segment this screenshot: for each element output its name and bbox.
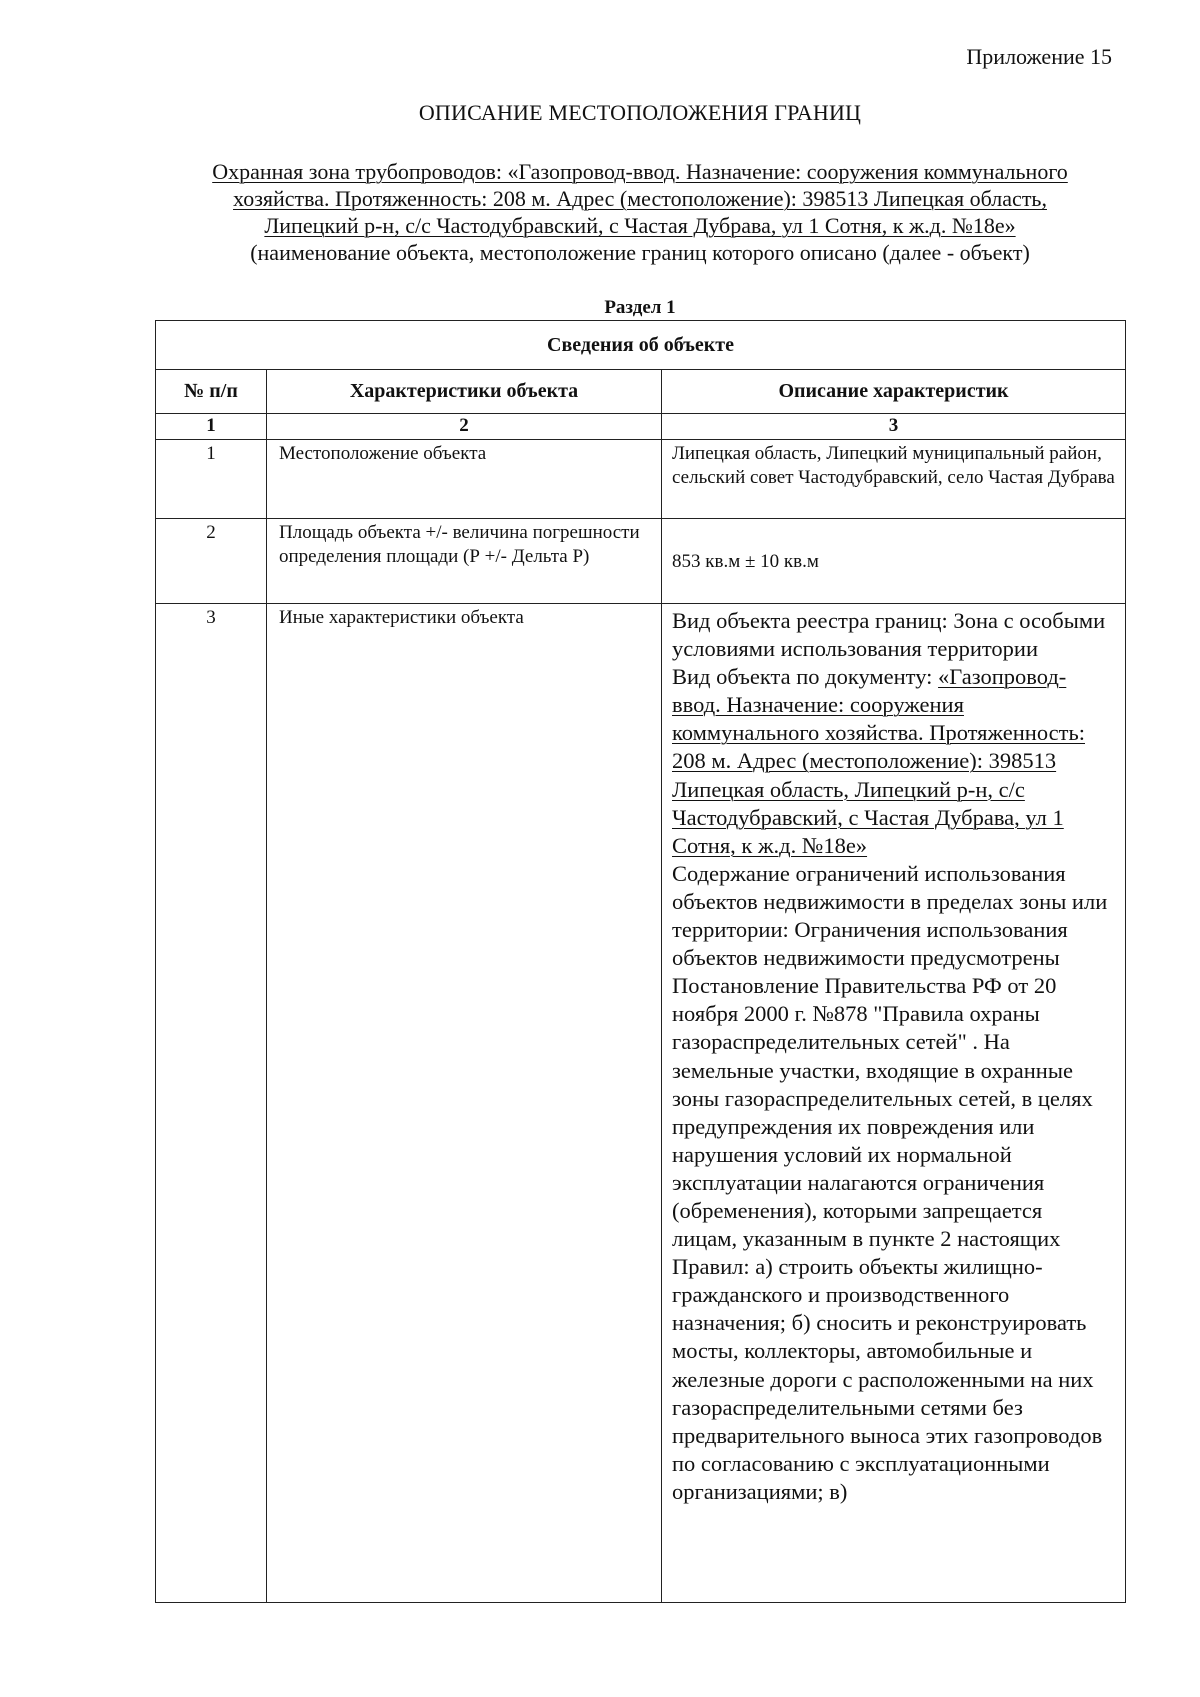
appendix-label: Приложение 15 [966, 44, 1112, 69]
column-number-3: 3 [662, 414, 1126, 440]
object-name-line-3: Липецкий р-н, с/с Частодубравский, с Частая Дубрава, ул 1 Сотня, к ж.д. №18е» [264, 213, 1016, 238]
row-number: 1 [156, 440, 267, 519]
row-number: 2 [156, 519, 267, 604]
object-name-line-2: хозяйства. Протяженность: 208 м. Адрес (местоположение): 398513 Липецкая область, [233, 186, 1047, 211]
object-name-line-1: Охранная зона трубопроводов: «Газопровод-ввод. Назначение: сооружения коммунального [212, 159, 1068, 184]
section-label: Раздел 1 [604, 297, 676, 318]
row-number: 3 [156, 604, 267, 1603]
registry-object-type-text: Вид объекта реестра границ: Зона с особыми условиями использования территории [672, 608, 1106, 662]
row-description: Липецкая область, Липецкий муниципальный район, сельский совет Частодубравский, село Частая Дубрава [662, 440, 1126, 519]
object-name-caption: (наименование объекта, местоположение границ которого описано (далее - объект) [250, 240, 1030, 265]
table-row [156, 604, 1126, 1603]
column-header-characteristic: Характеристики объекта [267, 370, 662, 414]
restrictions-text: Содержание ограничений использования объектов недвижимости в пределах зоны или территории: Ограничения использования объектов недвижимости предусмотрены Постановление Правительства РФ от 20 ноября 2000 г. №878 "Правила охраны газораспределительных сетей" . На земельные участки, входящие в охранные зоны газораспределительных сетей, в целях предупреждения их повреждения или нарушения условий их нормальной эксплуатации налагаются ограничения (обременения), которыми запрещается лицам, указанным в пункте 2 настоящих Правил: а) строить объекты жилищно-гражданского и производственного назначения; б) сносить и реконструировать мосты, коллекторы, автомобильные и железные дороги с расположенными на них газораспределительными сетями без предварительного выноса этих газопроводов по согласованию с эксплуатационными организациями; в) [672, 860, 1108, 1504]
document-title: ОПИСАНИЕ МЕСТОПОЛОЖЕНИЯ ГРАНИЦ [418, 100, 862, 125]
document-object-type-prefix: Вид объекта по документу: [672, 664, 939, 690]
row-characteristic: Иные характеристики объекта [267, 604, 662, 1603]
row-description [662, 604, 1126, 1603]
column-header-description: Описание характеристик [662, 370, 1126, 414]
document-object-type-name: «Газопровод-ввод. Назначение: сооружения коммунального хозяйства. Протяженность: 208 м. Адрес (местоположение): 398513 Липецкая область, Липецкий р-н, с/с Частодубравский, с Частая Дубрава, ул 1 Сотня, к ж.д. №18е» [672, 664, 1085, 858]
table-row [156, 440, 1126, 519]
column-number-row [156, 414, 1126, 440]
object-info-table [155, 320, 1126, 1603]
column-number-2: 2 [267, 414, 662, 440]
column-number-1: 1 [156, 414, 267, 440]
table-row [156, 519, 1126, 604]
row-characteristic: Местоположение объекта [267, 440, 662, 519]
row-characteristic: Площадь объекта +/- величина погрешности определения площади (Р +/- Дельта Р) [267, 519, 662, 604]
object-name-block [120, 158, 1160, 266]
column-header-number: № п/п [156, 370, 267, 414]
table-caption: Сведения об объекте [156, 321, 1126, 370]
row-description: 853 кв.м ± 10 кв.м [662, 519, 1126, 604]
